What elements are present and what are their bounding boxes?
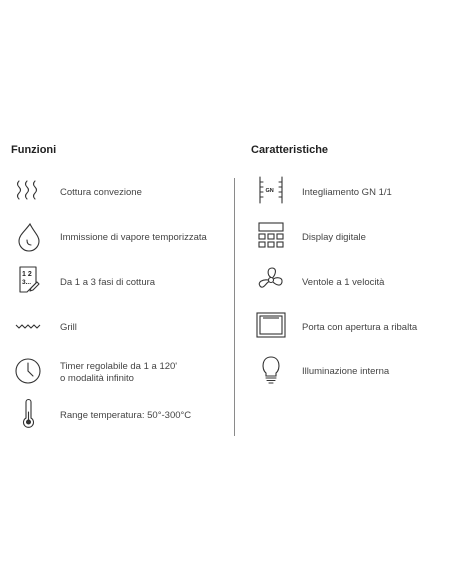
feature-item xyxy=(238,173,452,213)
grill-icon xyxy=(11,308,45,342)
feature-label: Grill xyxy=(60,322,77,333)
feature-label: Range temperatura: 50°-300°C xyxy=(60,410,192,421)
funzioni-heading: Funzioni xyxy=(11,144,57,156)
gn-tray-icon xyxy=(254,173,288,207)
gn-icon-text: GN xyxy=(265,188,274,194)
feature-item xyxy=(0,308,232,348)
phases-icon-text-bottom: 3... xyxy=(22,279,32,286)
feature-item xyxy=(0,353,232,393)
convection-waves-icon xyxy=(11,173,45,207)
feature-label: Integliamento GN 1/1 xyxy=(302,187,392,198)
feature-label: Display digitale xyxy=(302,232,366,243)
feature-item xyxy=(238,263,452,303)
cooking-phases-icon xyxy=(11,263,45,297)
water-drop-icon xyxy=(11,218,45,252)
clock-icon xyxy=(11,353,45,387)
feature-label: Ventole a 1 velocità xyxy=(302,277,385,288)
light-bulb-icon xyxy=(254,352,288,386)
phases-icon-text-top: 1 2 xyxy=(22,271,32,278)
feature-item xyxy=(0,396,232,436)
fan-icon xyxy=(254,263,288,297)
feature-item xyxy=(238,352,452,392)
feature-item xyxy=(238,308,452,348)
caratteristiche-heading: Caratteristiche xyxy=(251,144,329,156)
feature-item xyxy=(0,263,232,303)
column-divider xyxy=(234,178,235,436)
display-icon xyxy=(254,218,288,252)
feature-label: Porta con apertura a ribalta xyxy=(302,322,418,333)
timer-label-line1: Timer regolabile da 1 a 120' xyxy=(60,361,178,372)
feature-label: Da 1 a 3 fasi di cottura xyxy=(60,277,156,288)
feature-label xyxy=(60,361,177,385)
feature-item xyxy=(238,218,452,258)
feature-label: Illuminazione interna xyxy=(302,366,390,377)
thermometer-icon xyxy=(11,396,45,430)
feature-label: Immissione di vapore temporizzata xyxy=(60,232,207,243)
timer-label-line2: o modalità infinito xyxy=(60,373,134,384)
feature-item xyxy=(0,218,232,258)
oven-door-icon xyxy=(254,308,288,342)
feature-label: Cottura convezione xyxy=(60,187,142,198)
feature-item xyxy=(0,173,232,213)
